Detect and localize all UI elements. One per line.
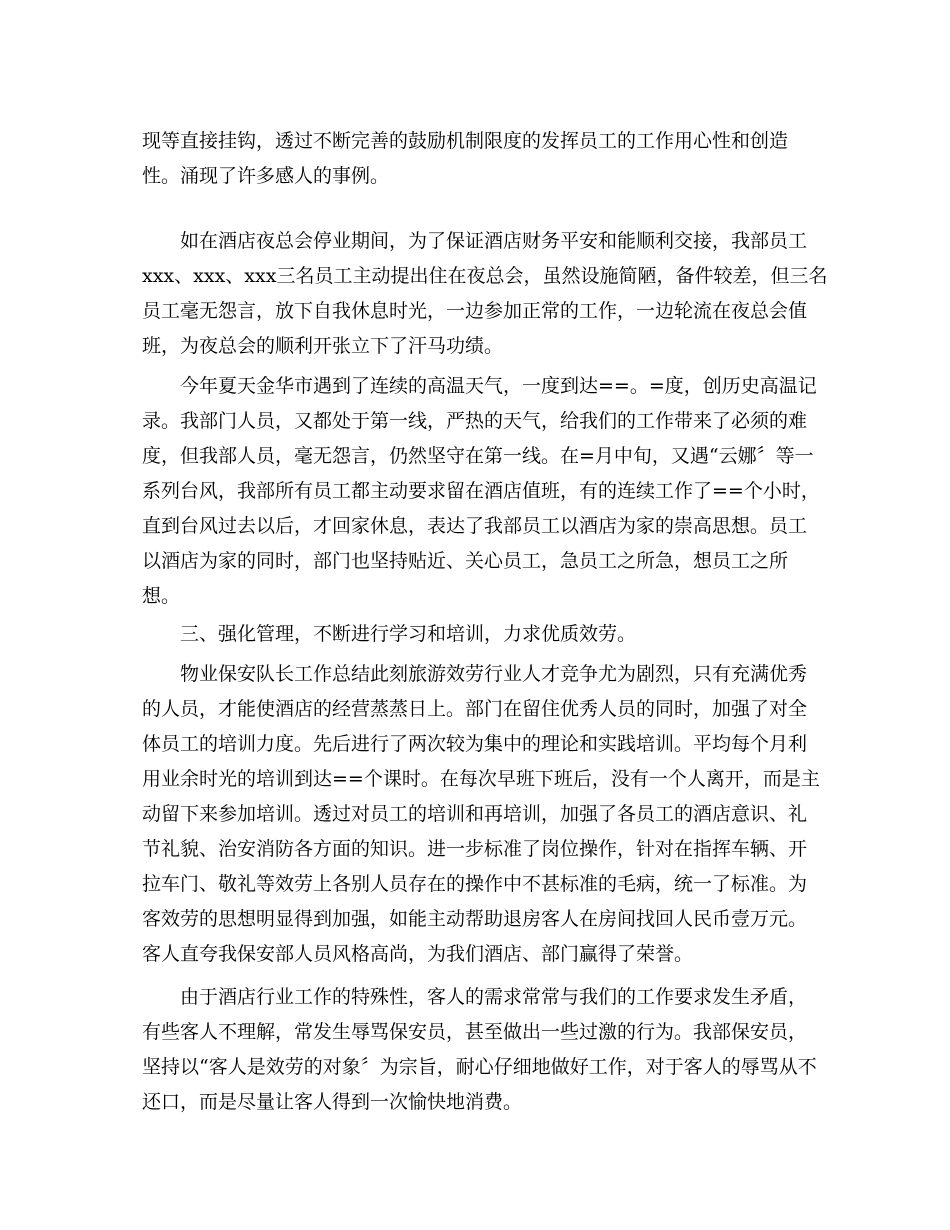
text-line: 体员工的培训力度。先后进行了两次较为集中的理论和实践培训。平均每个月利 <box>142 733 808 755</box>
text-line: xxx、xxx、xxx三名员工主动提出住在夜总会，虽然设施简陋，备件较差，但三名 <box>142 265 828 287</box>
text-line: 想。 <box>142 585 181 607</box>
text-line: 拉车门、敬礼等效劳上各别人员存在的操作中不甚标准的毛病，统一了标准。为 <box>142 873 808 895</box>
text-line: 用业余时光的培训到达==个课时。在每次早班下班后，没有一个人离开，而是主 <box>142 768 820 790</box>
text-line: 的人员，才能使酒店的经营蒸蒸日上。部门在留住优秀人员的同时，加强了对全 <box>142 698 808 720</box>
text-line: 直到台风过去以后，才回家休息，表达了我部员工以酒店为家的崇高思想。员工 <box>142 515 808 537</box>
paragraph-start-line: 今年夏天金华市遇到了连续的高温天气，一度到达==。=度，创历史高温记 <box>180 375 817 397</box>
paragraph-start-line: 物业保安队长工作总结此刻旅游效劳行业人才竞争尤为剧烈，只有充满优秀 <box>180 663 808 685</box>
text-line: 节礼貌、治安消防各方面的知识。进一步标准了岗位操作，针对在指挥车辆、开 <box>142 838 808 860</box>
text-line: 客人直夸我保安部人员风格高尚，为我们酒店、部门赢得了荣誉。 <box>142 943 694 965</box>
text-line: 班，为夜总会的顺利开张立下了汗马功绩。 <box>142 335 504 357</box>
text-line: 有些客人不理解，常发生辱骂保安员，甚至做出一些过激的行为。我部保安员， <box>142 1021 808 1043</box>
text-line: 客效劳的思想明显得到加强，如能主动帮助退房客人在房间找回人民币壹万元。 <box>142 908 808 930</box>
text-line: 以酒店为家的同时，部门也坚持贴近、关心员工，急员工之所急，想员工之所 <box>142 550 789 572</box>
text-line: 现等直接挂钩，透过不断完善的鼓励机制限度的发挥员工的工作用心性和创造 <box>142 130 789 152</box>
text-line: 还口，而是尽量让客人得到一次愉快地消费。 <box>142 1091 523 1113</box>
paragraph-start-line: 由于酒店行业工作的特殊性，客人的需求常常与我们的工作要求发生矛盾， <box>180 986 808 1008</box>
text-line: 动留下来参加培训。透过对员工的培训和再培训，加强了各员工的酒店意识、礼 <box>142 803 808 825</box>
text-line: 系列台风，我部所有员工都主动要求留在酒店值班，有的连续工作了==个小时， <box>142 480 820 502</box>
text-line: 度，但我部人员，毫无怨言，仍然坚守在第一线。在=月中旬，又遇“云娜〞等一 <box>142 445 814 467</box>
paragraph-start-line: 如在酒店夜总会停业期间，为了保证酒店财务平安和能顺利交接，我部员工 <box>180 230 808 252</box>
section-heading: 三、强化管理，不断进行学习和培训，力求优质效劳。 <box>180 623 637 645</box>
text-line: 录。我部门人员，又都处于第一线，严热的天气，给我们的工作带来了必须的难 <box>142 410 808 432</box>
text-line: 员工毫无怨言，放下自我休息时光，一边参加正常的工作，一边轮流在夜总会值 <box>142 300 808 322</box>
text-line: 坚持以“客人是效劳的对象〞为宗旨，耐心仔细地做好工作，对于客人的辱骂从不 <box>142 1056 817 1078</box>
text-line: 性。涌现了许多感人的事例。 <box>142 165 390 187</box>
